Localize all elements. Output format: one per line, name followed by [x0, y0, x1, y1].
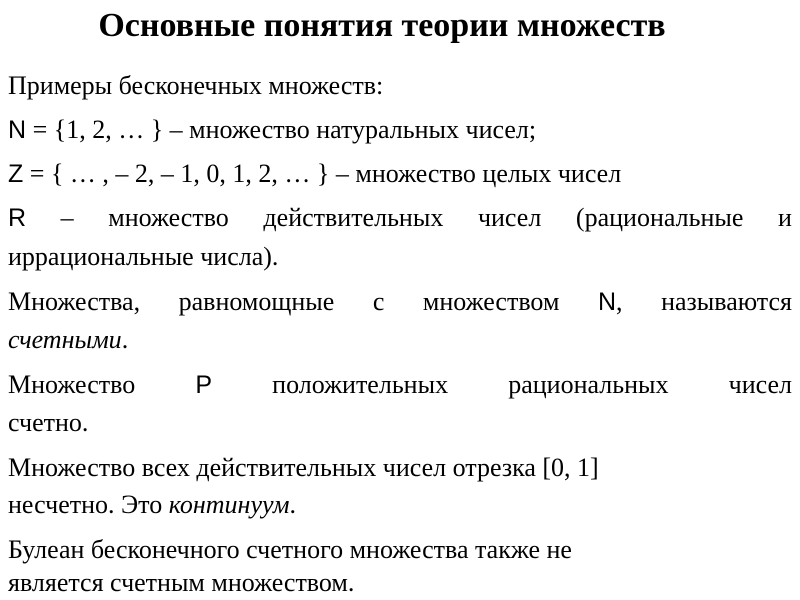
countable-n-symbol: N: [597, 288, 617, 316]
countable-word: множеством: [422, 287, 560, 316]
countable-line-2: [8, 325, 128, 355]
countable-line-1: [8, 287, 792, 317]
countable-word: Множества,: [8, 287, 141, 316]
set-z-definition: = { … , – 2, – 1, 0, 1, 2, … } – множество целых чисел: [23, 159, 622, 188]
real-numbers-line-1: [8, 203, 792, 233]
countable-term: счетными: [8, 325, 122, 354]
continuum-line-2: [8, 490, 296, 520]
real-word: –: [60, 203, 74, 232]
positive-word: рациональных: [508, 370, 669, 399]
positive-rationals-line-2: счетно.: [8, 408, 89, 437]
countable-symbol-group: [598, 287, 623, 317]
continuum-text: несчетно. Это: [8, 490, 169, 519]
natural-numbers-line: [8, 115, 536, 145]
positive-word: Множество: [8, 370, 136, 399]
countable-word: называются: [661, 287, 792, 316]
real-word: и: [778, 203, 792, 232]
countable-comma: ,: [616, 287, 623, 316]
countable-word: с: [372, 287, 385, 316]
set-z-symbol: Z: [8, 160, 24, 188]
real-word: множество: [108, 203, 229, 232]
continuum-line-1: Множество всех действительных чисел отрезка [0, 1]: [8, 453, 599, 482]
real-word: чисел: [477, 203, 542, 232]
set-r-symbol: R: [8, 204, 27, 232]
positive-rationals-line-1: [8, 370, 792, 400]
countable-word: равномощные: [178, 287, 335, 316]
real-word: (рациональные: [575, 203, 744, 232]
set-p-symbol: P: [195, 371, 213, 399]
continuum-term: континуум: [168, 490, 290, 519]
continuum-period: .: [289, 490, 296, 519]
intro-text: Примеры бесконечных множеств:: [8, 71, 384, 100]
slide-title: Основные понятия теории множеств: [98, 7, 666, 44]
boolean-line-1: Булеан бесконечного счетного множества также не: [8, 535, 572, 564]
integers-line: [8, 159, 621, 189]
set-n-definition: = {1, 2, … } – множество натуральных чисел;: [26, 115, 537, 144]
real-numbers-line-2: иррациональные числа).: [8, 242, 279, 271]
set-n-symbol: N: [8, 116, 27, 144]
boolean-line-2: является счетным множеством.: [8, 568, 355, 597]
countable-period: .: [121, 325, 129, 354]
positive-word: положительных: [272, 370, 449, 399]
real-word: действительных: [263, 203, 444, 232]
positive-word: чисел: [728, 370, 792, 399]
